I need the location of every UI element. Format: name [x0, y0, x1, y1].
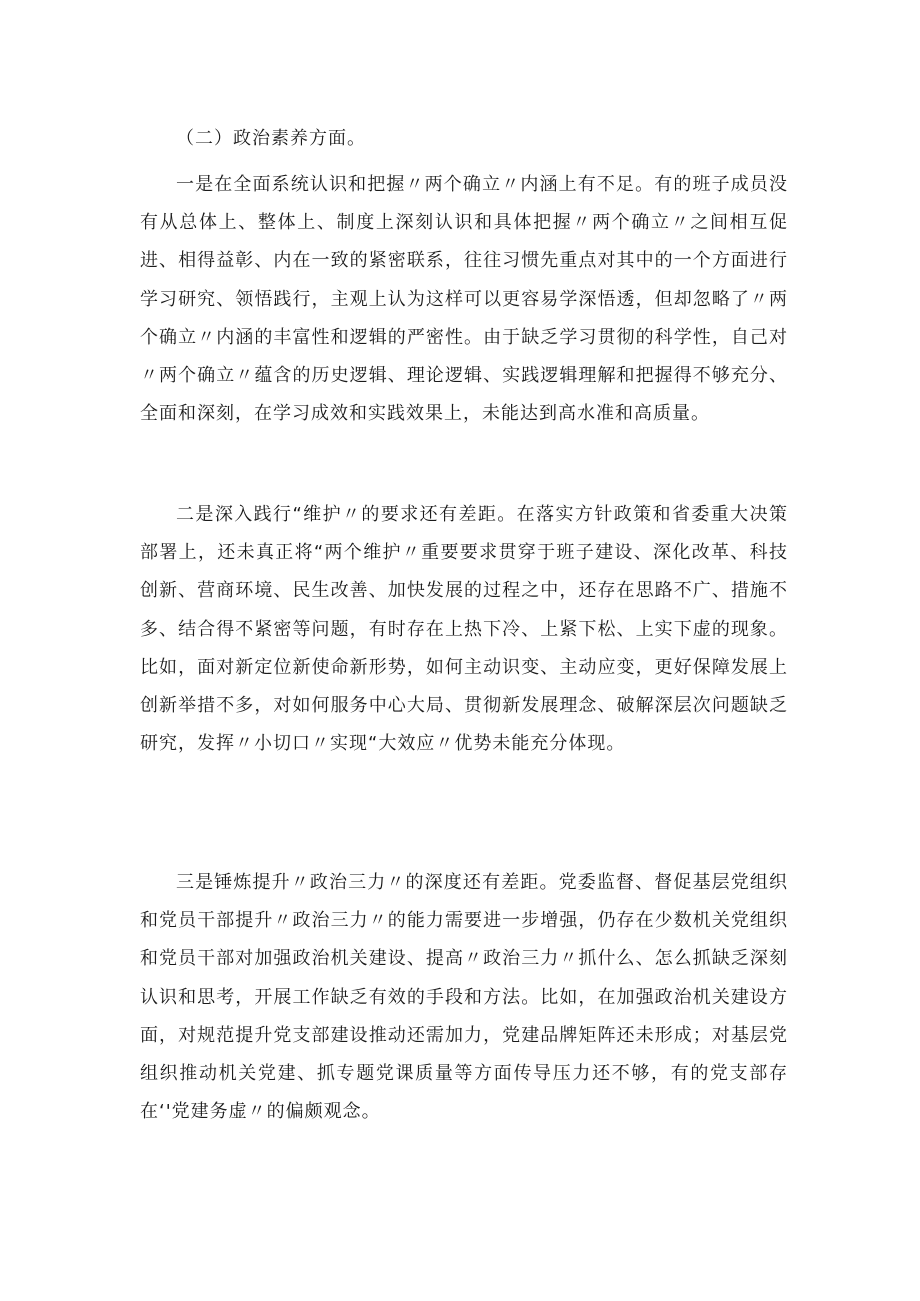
paragraph-3: 三是锤炼提升〃政治三力〃的深度还有差距。党委监督、督促基层党组织和党员干部提升〃政治三力〃的能力需要进一步增强，仍存在少数机关党组织和党员干部对加强政治机关建设、提高〃政治三力〃抓什么、怎么抓缺乏深刻认识和思考，开展工作缺乏有效的手段和方法。比如，在加强政治机关建设方面，对规范提升党支部建设推动还需加力，党建品牌矩阵还未形成；对基层党组织推动机关党建、抓专题党课质量等方面传导压力还不够，有的党支部存在‘'党建务虚〃的偏颇观念。	[140, 872, 788, 1123]
paragraph-1: 一是在全面系统认识和把握〃两个确立〃内涵上有不足。有的班子成员没有从总体上、整体上、制度上深刻认识和具体把握〃两个确立〃之间相互促进、相得益彰、内在一致的紧密联系，往往习惯先重点对其中的一个方面进行学习研究、领悟践行，主观上认为这样可以更容易学深悟透，但却忽略了〃两个确立〃内涵的丰富性和逻辑的严密性。由于缺乏学习贯彻的科学性，自己对〃两个确立〃蕴含的历史逻辑、理论逻辑、实践逻辑理解和把握得不够充分、全面和深刻，在学习成效和实践效果上，未能达到高水准和高质量。	[140, 174, 788, 425]
paragraph-2: 二是深入践行“维护〃的要求还有差距。在落实方针政策和省委重大决策部署上，还未真正将“两个维护〃重要要求贯穿于班子建设、深化改革、科技创新、营商环境、民生改善、加快发展的过程之中，还存在思路不广、措施不多、结合得不紧密等问题，有时存在上热下冷、上紧下松、上实下虚的现象。比如，面对新定位新使命新形势，如何主动识变、主动应变，更好保障发展上创新举措不多，对如何服务中心大局、贯彻新发展理念、破解深层次问题缺乏研究，发挥〃小切口〃实现“大效应〃优势未能充分体现。	[140, 504, 788, 755]
section-heading: （二）政治素养方面。	[176, 128, 366, 149]
